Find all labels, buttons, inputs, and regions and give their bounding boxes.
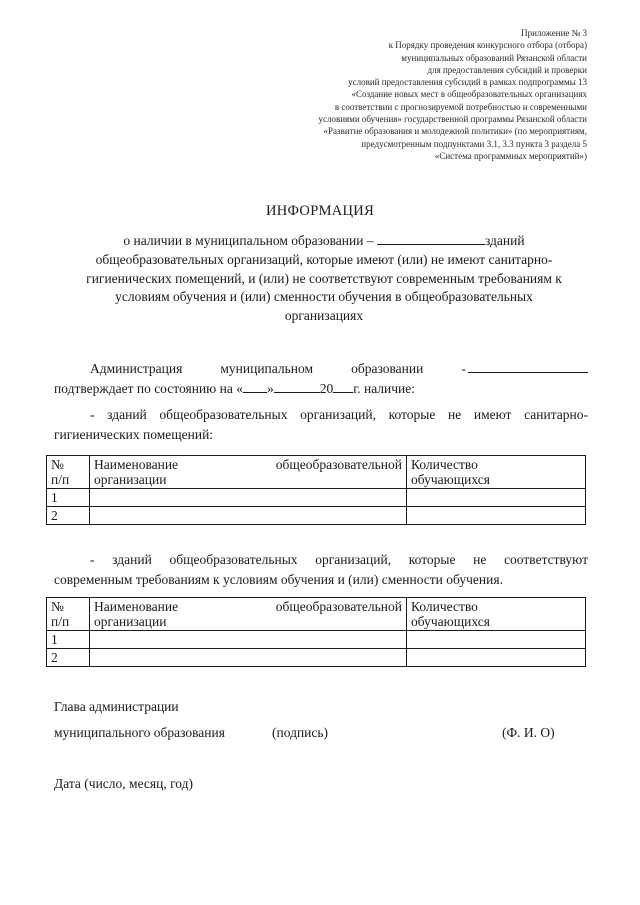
row-num: 2 [47,507,90,525]
row-num: 1 [47,631,90,649]
header-num: № п/п [47,456,90,489]
table-row [47,507,586,525]
table-row [47,649,586,667]
row-name[interactable] [90,489,407,507]
annex-line: Приложение № 3 [521,28,587,38]
header-name: Наименование общеобразовательной организации [90,598,407,631]
confirmation-line-2 [54,379,588,399]
row-num: 1 [47,489,90,507]
row-name[interactable] [90,631,407,649]
annex-line: в соответствии с прогнозируемой потребностью и современными [334,101,587,112]
confirm-text: » [266,381,274,396]
year-blank [333,380,353,393]
subtitle-line: общеобразовательных организаций, которые имеют (или) не имеют санитарно- [95,251,553,267]
row-count[interactable] [407,507,586,525]
annex-line: предусмотренным подпунктами 3.1, 3.3 пункта 3 раздела 5 [361,138,587,149]
section-1-heading [54,405,588,445]
confirm-dash: - [461,361,466,376]
signature-fio-placeholder: (Ф. И. О) [502,725,555,740]
confirm-word: муниципальном [220,361,314,376]
subtitle-text: о наличии в муниципальном образовании – [123,233,374,248]
annex-line: условиями обучения» государственной программы Рязанской области [318,114,587,125]
confirmation-paragraph [54,359,588,399]
table-row [47,489,586,507]
table-row [47,631,586,649]
annex-line: муниципальных образований Рязанской области [401,52,587,63]
confirm-word: образовании [351,361,424,376]
table-header-row [47,456,586,489]
confirm-word: Администрация [90,361,183,376]
day-blank [243,380,267,393]
row-count[interactable] [407,631,586,649]
confirm-text: подтверждает по состоянию на « [54,381,243,396]
document-title: ИНФОРМАЦИЯ [265,203,375,219]
section-2-heading [54,550,588,590]
confirmation-line-1 [54,359,588,379]
section-2-line: современным требованиям к условиям обучения и (или) сменности обучения. [54,572,503,587]
subtitle-text: зданий [484,233,525,248]
signature-head: Глава администрации [54,699,179,714]
header-name: Наименование общеобразовательной организации [90,456,407,489]
section-2-line: - зданий общеобразовательных организаций, которые не соответствуют [90,552,588,567]
annex-line: к Порядку проведения конкурсного отбора (отбора) [388,40,587,51]
subtitle-line: гигиенических помещений, и (или) не соответствуют современным требованиям к [86,270,562,286]
annex-header [227,27,587,162]
subtitle-line: организациях [284,308,364,324]
signature-sign-placeholder: (подпись) [272,725,329,740]
confirm-text: г. наличие: [353,381,416,396]
row-name[interactable] [90,649,407,667]
subtitle-line: условиям обучения и (или) сменности обучения в общеобразовательных [115,289,533,305]
table-header-row [47,598,586,631]
document-subtitle [54,232,594,326]
municipality-blank [377,232,485,245]
row-num: 2 [47,649,90,667]
row-count[interactable] [407,649,586,667]
table-no-sanitary [46,455,586,525]
signature-municipality: муниципального образования [54,725,225,740]
row-name[interactable] [90,507,407,525]
annex-line: для предоставления субсидий и проверки [427,64,587,75]
row-count[interactable] [407,489,586,507]
header-count: Количество обучающихся [407,598,586,631]
signature-date: Дата (число, месяц, год) [54,776,193,791]
confirm-text: 20 [319,381,334,396]
table-non-compliant [46,597,586,667]
section-1-line: - зданий общеобразовательных организаций, которые не имеют санитарно- [90,407,588,422]
annex-line: «Создание новых мест в общеобразовательных организациях [351,89,587,100]
header-num: № п/п [47,598,90,631]
header-count: Количество обучающихся [407,456,586,489]
annex-line: условий предоставления субсидий в рамках подпрограммы 13 [348,77,587,88]
month-blank [274,380,320,393]
annex-line: «Система программных мероприятий») [434,150,587,161]
administration-blank [468,360,588,373]
subtitle-line [54,232,594,251]
annex-line: «Развитие образования и молодежной политики» (по мероприятиям, [323,126,587,137]
section-1-line: гигиенических помещений: [54,427,214,442]
